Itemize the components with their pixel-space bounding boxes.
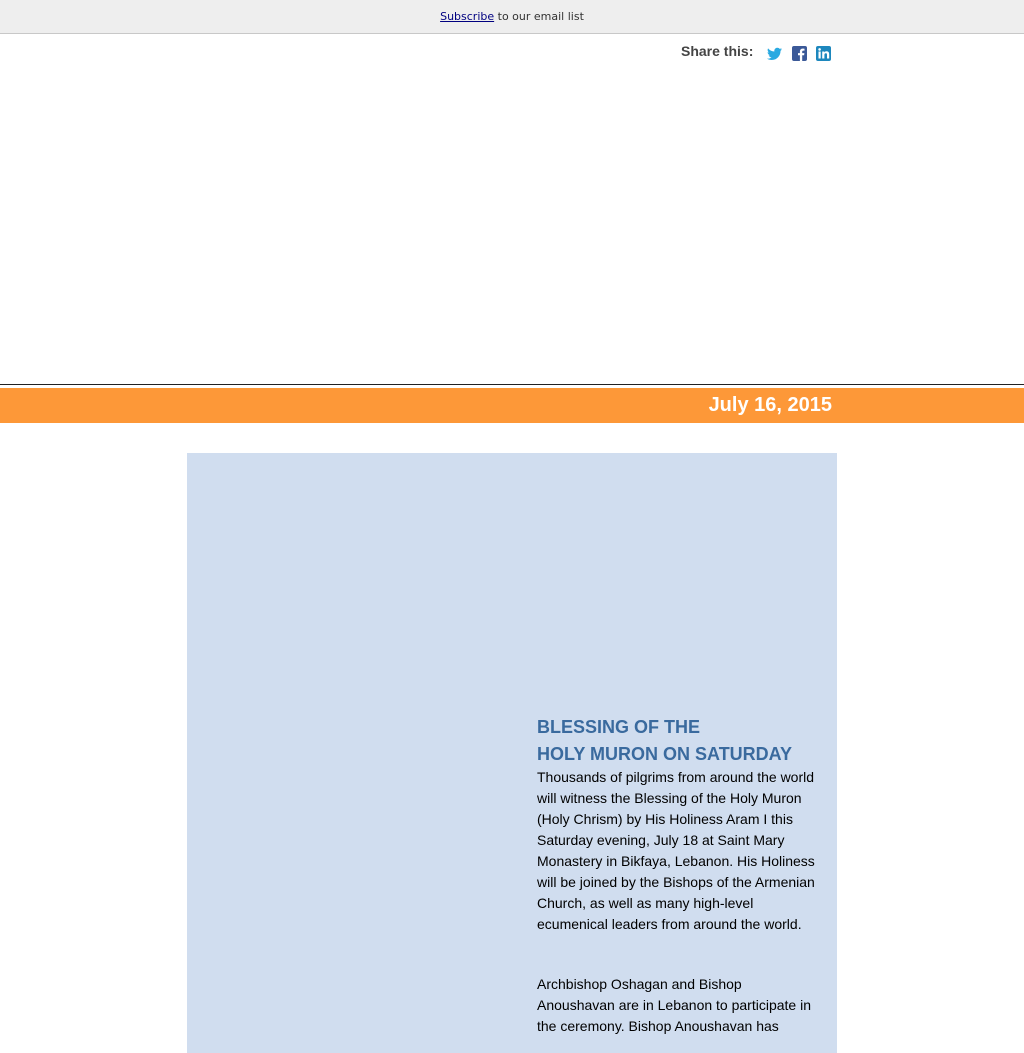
article-title xyxy=(537,714,827,768)
article-title-line2: HOLY MURON ON SATURDAY xyxy=(537,744,793,764)
facebook-icon[interactable] xyxy=(792,46,807,61)
twitter-icon[interactable] xyxy=(767,46,782,61)
date-banner xyxy=(0,388,1024,423)
article-title-line1: BLESSING OF THE xyxy=(537,717,701,737)
header-divider xyxy=(0,384,1024,385)
subscribe-link[interactable]: Subscribe xyxy=(440,10,495,23)
article-paragraph-2: Archbishop Oshagan and Bishop Anoushavan are in Lebanon to participate in the ceremony. Bishop Anoushavan has xyxy=(537,976,811,1034)
article-paragraph-1: Thousands of pilgrims from around the world will witness the Blessing of the Holy Muron (Holy Chrism) by His Holiness Aram I this Saturday evening, July 18 at Saint Mary Monastery in Bikfaya, Lebanon. His Holiness will be joined by the Bishops of the Armenian Church, as well as many high-level ecumenical leaders from around the world. xyxy=(537,769,815,932)
linkedin-icon[interactable] xyxy=(816,46,831,61)
subscribe-bar xyxy=(0,0,1024,34)
issue-date: July 16, 2015 xyxy=(708,394,832,416)
share-label: Share this: xyxy=(681,43,754,59)
subscribe-suffix: to our email list xyxy=(494,10,584,23)
